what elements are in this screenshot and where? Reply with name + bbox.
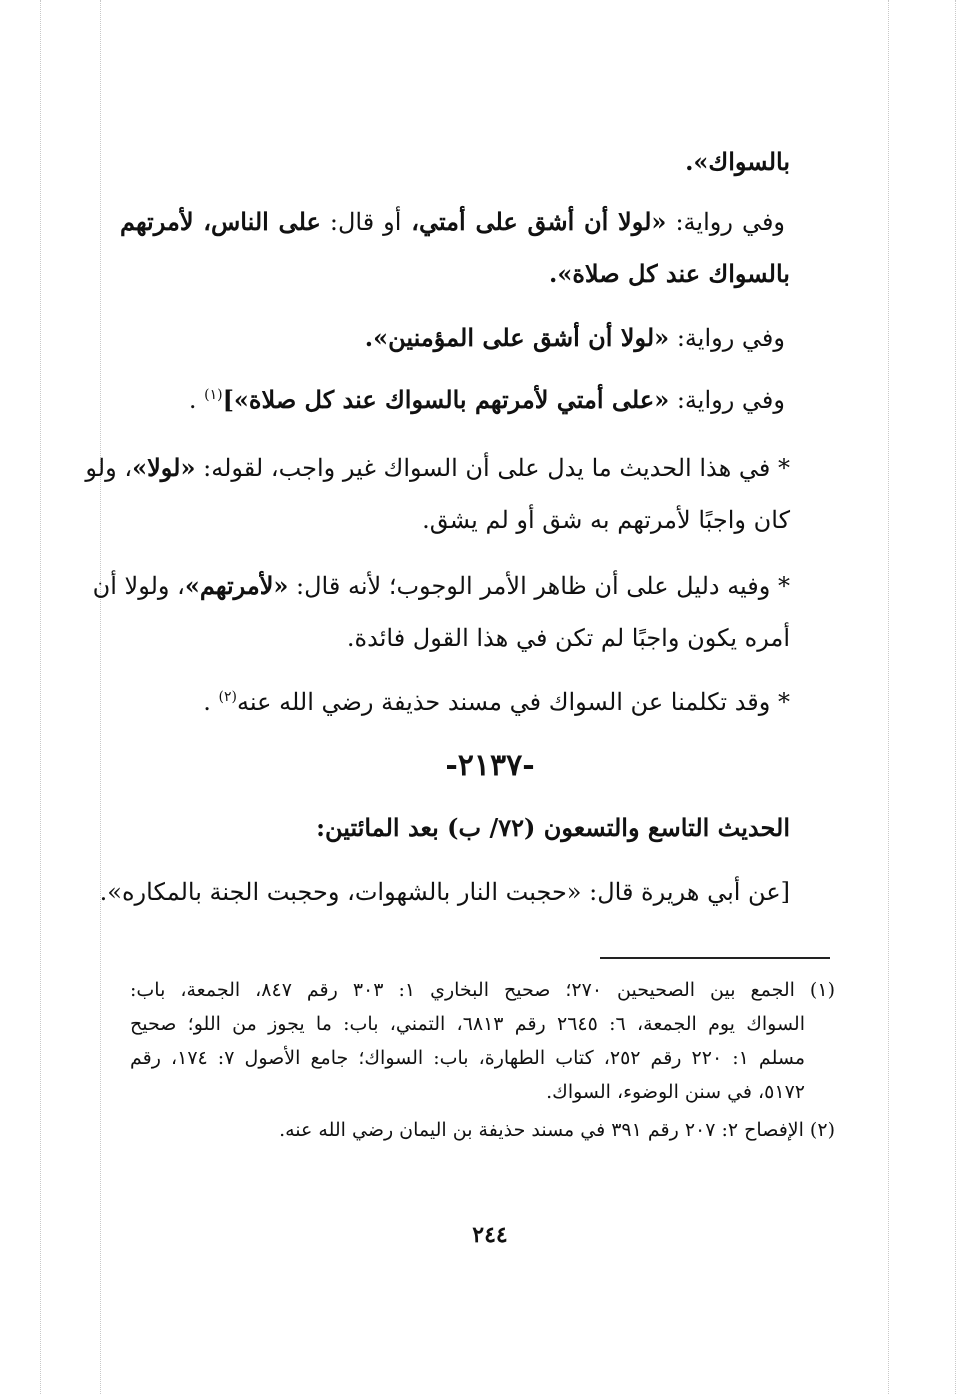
footnote-1-line-2: السواك يوم الجمعة، ٦: ٢٦٤٥ رقم ٦٨١٣، التمني، باب: ما يجوز من اللو؛ صحيح [130, 1013, 805, 1035]
text-line-10 [120, 686, 790, 718]
line-7-text: كان واجبًا لأمرتهم به شق أو لم يشق. [422, 506, 790, 534]
text-line-11 [120, 812, 790, 844]
line-2-intro: وفي رواية: [666, 208, 786, 236]
page-number: ٢٤٤ [472, 1222, 508, 1248]
line-5-quote: «على أمتي لأمرتهم بالسواك عند كل صلاة»] [222, 385, 670, 414]
line-1-text: بالسواك». [685, 147, 790, 176]
line-3-text: بالسواك عند كل صلاة». [548, 259, 790, 288]
footnote-ref-2: (٢) [218, 689, 238, 705]
line-10-text: * وقد تكلمنا عن السواك في مسند حذيفة رضي الله عنه [237, 688, 790, 716]
text-line-7 [120, 504, 790, 536]
line-8-end: ، ولولا أن [92, 572, 185, 600]
hadith-text: [عن أبي هريرة قال: «حجبت النار بالشهوات، وحجبت الجنة بالمكاره». [99, 878, 790, 906]
line-4-quote: «لولا أن أشق على المؤمنين». [364, 323, 670, 352]
footnote-1-line-3: مسلم ١: ٢٢٠ رقم ٢٥٢، كتاب الطهارة، باب: السواك؛ جامع الأصول ٧: ١٧٤، رقم [130, 1047, 805, 1069]
line-8-text: * وفيه دليل على أن ظاهر الأمر الوجوب؛ لأنه قال: [288, 572, 790, 600]
line-5-intro: وفي رواية: [669, 386, 785, 414]
line-9-text: أمره يكون واجبًا لم تكن في هذا القول فائدة. [346, 624, 790, 652]
text-line-12 [99, 876, 790, 908]
footnote-1-line-4: ٥١٧٢، في سنن الوضوء، السواك. [546, 1081, 805, 1103]
footnote-2: (٢) الإفصاح ٢: ٢٠٧ رقم ٣٩١ في مسند حذيفة بن اليمان رضي الله عنه. [279, 1119, 835, 1141]
text-line-6 [85, 452, 790, 484]
line-8-quote: «لأمرتهم» [184, 571, 289, 600]
text-line-9 [120, 622, 790, 654]
hadith-title: الحديث التاسع والتسعون (٧٢/ ب) بعد المائتين: [316, 813, 790, 842]
text-line-1 [120, 146, 790, 178]
text-line-4 [120, 322, 785, 354]
line-2-quote-end: على الناس، لأمرتهم [120, 207, 321, 236]
hadith-number-heading: -٢١٣٧- [445, 748, 535, 783]
line-5-end: . [188, 386, 205, 414]
line-4-intro: وفي رواية: [669, 324, 785, 352]
line-2-or-said: أو قال: [320, 208, 402, 236]
footnote-ref-1: (١) [204, 387, 223, 403]
footnote-1-line-1: (١) الجمع بين الصحيحين ٢٧٠؛ صحيح البخاري ١: ٣٠٣ رقم ٨٤٧، الجمعة، باب: [130, 979, 835, 1001]
text-line-3 [120, 258, 790, 290]
text-line-5 [120, 384, 785, 416]
line-6-end: ، ولو [85, 454, 133, 482]
line-10-end: . [203, 688, 219, 716]
line-2-quote: «لولا أن أشق على أمتي، [401, 207, 667, 236]
text-line-2 [120, 206, 785, 238]
text-line-8 [92, 570, 790, 602]
line-6-text: * في هذا الحديث ما يدل على أن السواك غير واجب، لقوله: [195, 454, 790, 482]
line-6-quote: «لولا» [132, 453, 196, 482]
footnote-separator [600, 957, 830, 959]
